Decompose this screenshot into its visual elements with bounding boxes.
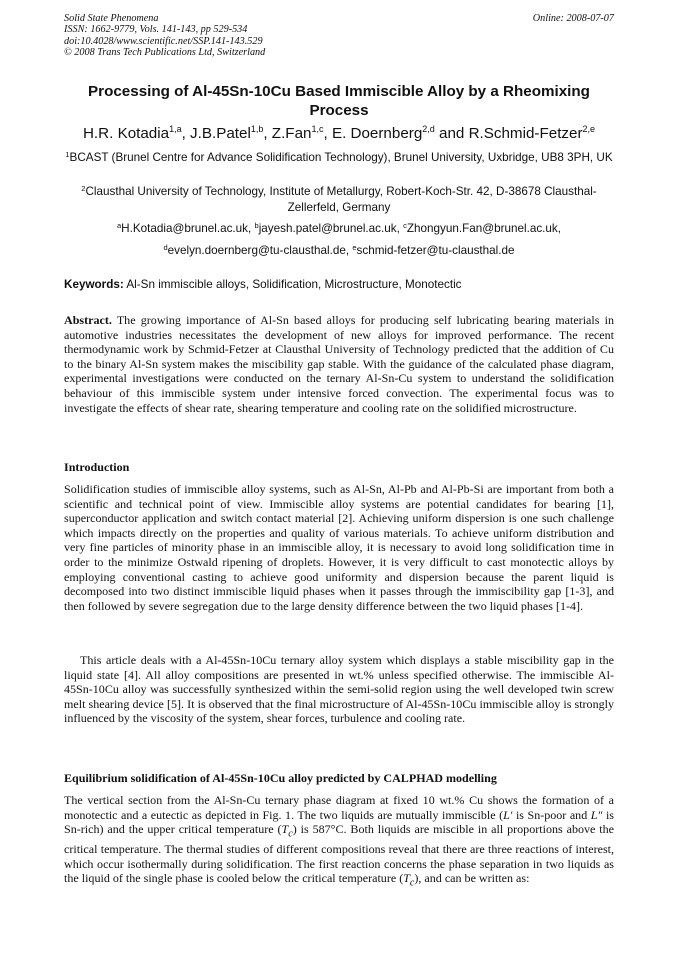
paragraph-text: is Sn-poor and <box>512 807 591 822</box>
author-separator: , <box>181 125 191 142</box>
author-name: E. Doernberg <box>331 125 423 142</box>
email-mark: c <box>403 221 407 230</box>
temperature-subscript: c <box>288 828 293 840</box>
abstract-label: Abstract. <box>64 313 112 327</box>
introduction-paragraph-1: Solidification studies of immiscible alloy systems, such as Al-Sn, Al-Pb and Al-Pb-Si are important from both a scientific and technical point of view. Immiscible alloy systems are potential candidates for bearing [1], superconductor application and switch contact material [2]. Achieving uniform dispersion is one such challenge which impacts directly on the properties and quality of various materials. To achieve uniform distribution and very fine particles of minority phase in an immiscible alloy, it is necessary to avoid long solidification time in order to the minimize Ostwald ripening of droplets. However, it is very difficult to cast monotectic alloys by employing conventional casting to achieve good uniformity and dispersion because the parent liquid is decomposed into two distinct immiscible liquid phases when it passes through the immiscibility gap [1-3], and then followed by severe segregation due to the large density difference between the two liquid phases [1-4]. <box>64 482 614 613</box>
author-separator: , <box>323 125 332 142</box>
keywords-text: Al-Sn immiscible alloys, Solidification, Microstructure, Monotectic <box>123 278 462 291</box>
issn-line: ISSN: 1662-9779, Vols. 141-143, pp 529-534 <box>64 24 248 36</box>
author-separator: , <box>263 125 272 142</box>
author-affil-mark: 1,a <box>169 124 182 134</box>
abstract <box>64 313 614 415</box>
paragraph-text: is Sn-rich) and the upper critical temperature ( <box>64 807 614 837</box>
temperature-symbol: T <box>403 871 410 886</box>
author-affil-mark: 2,e <box>582 124 596 134</box>
author-name: J.B.Patel <box>190 125 251 142</box>
author-list <box>40 124 638 144</box>
author-conjunction: and <box>434 125 469 142</box>
equilibrium-paragraph <box>64 793 614 891</box>
author-affil-mark: 2,d <box>422 124 435 134</box>
liquid-symbol: L′ <box>503 807 513 822</box>
keywords <box>64 278 614 292</box>
affiliation-2 <box>56 184 622 216</box>
author-name: R.Schmid-Fetzer <box>468 125 583 142</box>
paragraph-text: ), and can be written as: <box>414 871 530 886</box>
email-mark: b <box>254 221 259 230</box>
affiliation-text: Clausthal University of Technology, Institute of Metallurgy, Robert-Koch-Str. 42, D-38678 Clausthal-Zellerfeld, Germany <box>85 185 597 214</box>
author-affil-mark: 1,c <box>311 124 324 134</box>
email-link[interactable]: jayesh.patel@brunel.ac.uk, <box>258 222 404 235</box>
affiliation-number: 1 <box>65 150 70 159</box>
temperature-subscript: c <box>409 877 415 889</box>
email-mark: a <box>116 221 122 230</box>
online-date: Online: 2008-07-07 <box>532 13 614 24</box>
author-name: Z.Fan <box>271 125 312 142</box>
email-link[interactable]: evelyn.doernberg@tu-clausthal.de, <box>167 244 353 257</box>
paper-title: Processing of Al-45Sn-10Cu Based Immiscible Alloy by a Rheomixing Process <box>88 83 590 119</box>
abstract-text: The growing importance of Al-Sn based alloys for producing self lubricating bearing materials in automotive industries necessitates the development of new alloys for improved performance. The recent thermodynamic work by Schmid-Fetzer at Clausthal University of Technology predicted that the addition of Cu to the binary Al-Sn system makes the miscibility gap stable. With the guidance of the calculated phase diagram, experimental investigations were conducted on the ternary Al-Sn-Cu system to understand the solidification behaviour of this immiscible system under intensive forced convection. The experimental focus was to investigate the effects of shear rate, shearing temperature and cooling rate on the solidified microstructure. <box>64 313 614 415</box>
copyright-line: © 2008 Trans Tech Publications Ltd, Switzerland <box>64 47 266 59</box>
email-line-2 <box>56 243 622 259</box>
author-name: H.R. Kotadia <box>82 125 170 142</box>
affiliation-1 <box>56 150 622 166</box>
email-mark: e <box>352 243 357 252</box>
email-link[interactable]: Zhongyun.Fan@brunel.ac.uk, <box>406 222 561 235</box>
email-mark: d <box>163 243 168 252</box>
author-affil-mark: 1,b <box>250 124 264 134</box>
journal-header <box>64 13 265 59</box>
doi-line[interactable]: doi:10.4028/www.scientific.net/SSP.141-143.529 <box>64 35 263 47</box>
liquid-symbol: L″ <box>590 807 603 822</box>
paragraph-text: The vertical section from the Al-Sn-Cu ternary phase diagram at fixed 10 wt.% Cu shows the formation of a monotectic and a eutectic as depicted in Fig. 1. The two liquids are mutually immiscible ( <box>64 793 614 822</box>
journal-name: Solid State Phenomena <box>64 13 159 24</box>
temperature-symbol: T <box>281 822 289 837</box>
keywords-label: Keywords: <box>64 278 124 291</box>
affiliation-text: BCAST (Brunel Centre for Advance Solidification Technology), Brunel University, Uxbridge, UB8 3PH, UK <box>69 151 613 164</box>
email-line-1 <box>56 221 622 237</box>
email-link[interactable]: H.Kotadia@brunel.ac.uk, <box>121 222 255 235</box>
section-heading-introduction: Introduction <box>64 460 130 474</box>
introduction-paragraph-2: This article deals with a Al-45Sn-10Cu ternary alloy system which displays a stable miscibility gap in the liquid state [4]. All alloy compositions are presented in wt.% unless specified otherwise. The immiscible Al-45Sn-10Cu alloy was successfully synthesized within the semi-solid region using the well developed twin screw melt shearing device [5]. It is observed that the final microstructure of Al-45Sn-10Cu immiscible alloy is strongly influenced by the viscosity of the system, shear forces, turbulence and cooling rate. <box>64 653 614 726</box>
email-link[interactable]: schmid-fetzer@tu-clausthal.de <box>356 244 515 257</box>
paragraph-text: ) is 587°C. Both liquids are miscible in all proportions above the critical temperature. The thermal studies of different compositions reveal that there are three reactions of interest, which occur isothermally during solidification. The first reaction concerns the phase separation in two liquids as the liquid of the single phase is cooled below the critical temperature ( <box>64 822 614 886</box>
affiliation-number: 2 <box>81 184 86 193</box>
section-heading-equilibrium: Equilibrium solidification of Al-45Sn-10Cu alloy predicted by CALPHAD modelling <box>64 771 497 785</box>
